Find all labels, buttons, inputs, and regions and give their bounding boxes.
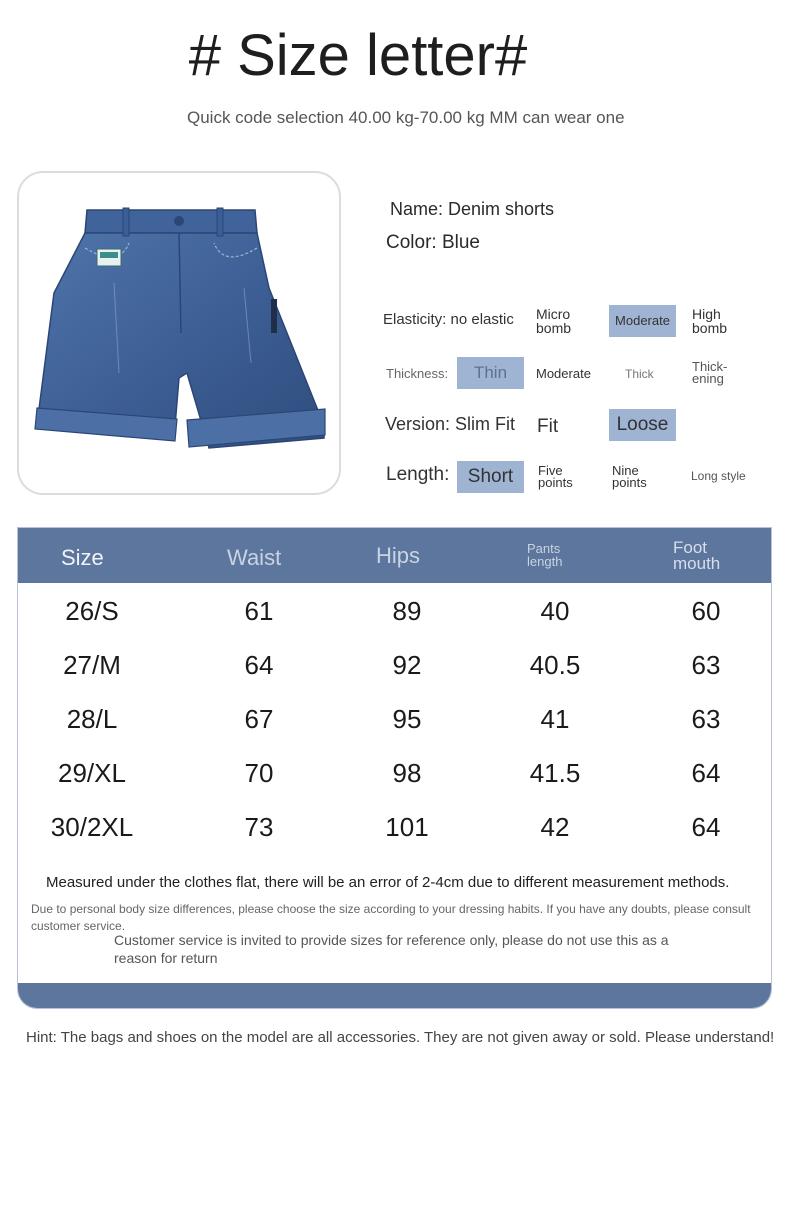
length-option-long: Long style — [691, 469, 746, 483]
denim-shorts-image — [19, 173, 339, 493]
row1-hips: 89 — [392, 596, 422, 626]
row4-waist: 70 — [244, 758, 274, 788]
length-label: Length: — [386, 464, 450, 485]
row3-foot-mouth: 63 — [691, 704, 721, 734]
thickness-option-thin: Thin — [473, 363, 508, 382]
header-size: Size — [61, 545, 104, 570]
length-option-short: Short — [467, 466, 514, 487]
product-name: Name: Denim shorts — [390, 199, 555, 219]
product-color: Color: Blue — [386, 232, 480, 253]
length-option-nine: Nine points — [612, 463, 647, 490]
row2-hips: 92 — [392, 650, 422, 680]
row5-foot-mouth: 64 — [691, 812, 721, 842]
customer-service-note: Customer service is invited to provide sizes for reference only, please do not use this as a reason for return — [114, 932, 669, 966]
elasticity-label: Elasticity: no elastic — [383, 311, 514, 328]
row5-hips: 101 — [385, 812, 429, 842]
version-option-fit: Fit — [537, 416, 559, 437]
size-table-header — [18, 528, 772, 583]
row4-size: 29/XL — [58, 758, 126, 788]
size-table-footer-bar — [18, 983, 772, 1008]
thickness-option-thick: Thick — [625, 367, 654, 381]
length-option-five: Five points — [538, 463, 573, 490]
elasticity-option-moderate-selected — [609, 305, 676, 337]
header-hips: Hips — [376, 543, 421, 568]
version-option-loose: Loose — [616, 414, 669, 435]
version-option-loose-selected — [609, 409, 676, 441]
page-subtitle: Quick code selection 40.00 kg-70.00 kg MM can wear one — [187, 108, 625, 127]
body-size-note: Due to personal body size differences, please choose the size according to your dressing habits. If you have any doubts, please consult customer service. — [31, 902, 751, 933]
row1-waist: 61 — [244, 596, 274, 626]
elasticity-option-micro: Micro bomb — [536, 306, 572, 336]
thickness-option-moderate: Moderate — [536, 366, 591, 381]
page-title: # Size letter# — [188, 23, 528, 88]
header-foot-mouth: Foot mouth — [673, 538, 721, 573]
thickness-option-thin-selected — [457, 357, 524, 389]
row5-pants-length: 42 — [540, 812, 570, 842]
thickness-label: Thickness: — [386, 366, 449, 381]
row3-hips: 95 — [392, 704, 422, 734]
row4-hips: 98 — [392, 758, 422, 788]
header-pants-length: Pants length — [527, 541, 563, 569]
length-option-short-selected — [457, 461, 524, 493]
elasticity-option-moderate: Moderate — [615, 313, 670, 328]
product-image-frame — [17, 171, 341, 495]
elasticity-option-high: High bomb — [692, 306, 728, 336]
row5-size: 30/2XL — [50, 812, 134, 842]
row2-foot-mouth: 63 — [691, 650, 721, 680]
row1-foot-mouth: 60 — [691, 596, 721, 626]
thickness-option-thickening: Thick-ening — [692, 359, 728, 386]
row2-size: 27/M — [63, 650, 121, 680]
header-waist: Waist — [227, 545, 282, 570]
row1-pants-length: 40 — [540, 596, 570, 626]
row4-foot-mouth: 64 — [691, 758, 721, 788]
row2-pants-length: 40.5 — [529, 650, 581, 680]
row3-size: 28/L — [66, 704, 118, 734]
row4-pants-length: 41.5 — [529, 758, 581, 788]
row5-waist: 73 — [244, 812, 274, 842]
version-label: Version: Slim Fit — [385, 414, 516, 434]
row3-waist: 67 — [244, 704, 274, 734]
row2-waist: 64 — [244, 650, 274, 680]
row3-pants-length: 41 — [540, 704, 570, 734]
row1-size: 26/S — [65, 596, 119, 626]
measurement-note: Measured under the clothes flat, there will be an error of 2-4cm due to different measurement methods. — [46, 874, 730, 891]
accessories-hint: Hint: The bags and shoes on the model are all accessories. They are not given away or sold. Please understand! — [26, 1029, 775, 1046]
